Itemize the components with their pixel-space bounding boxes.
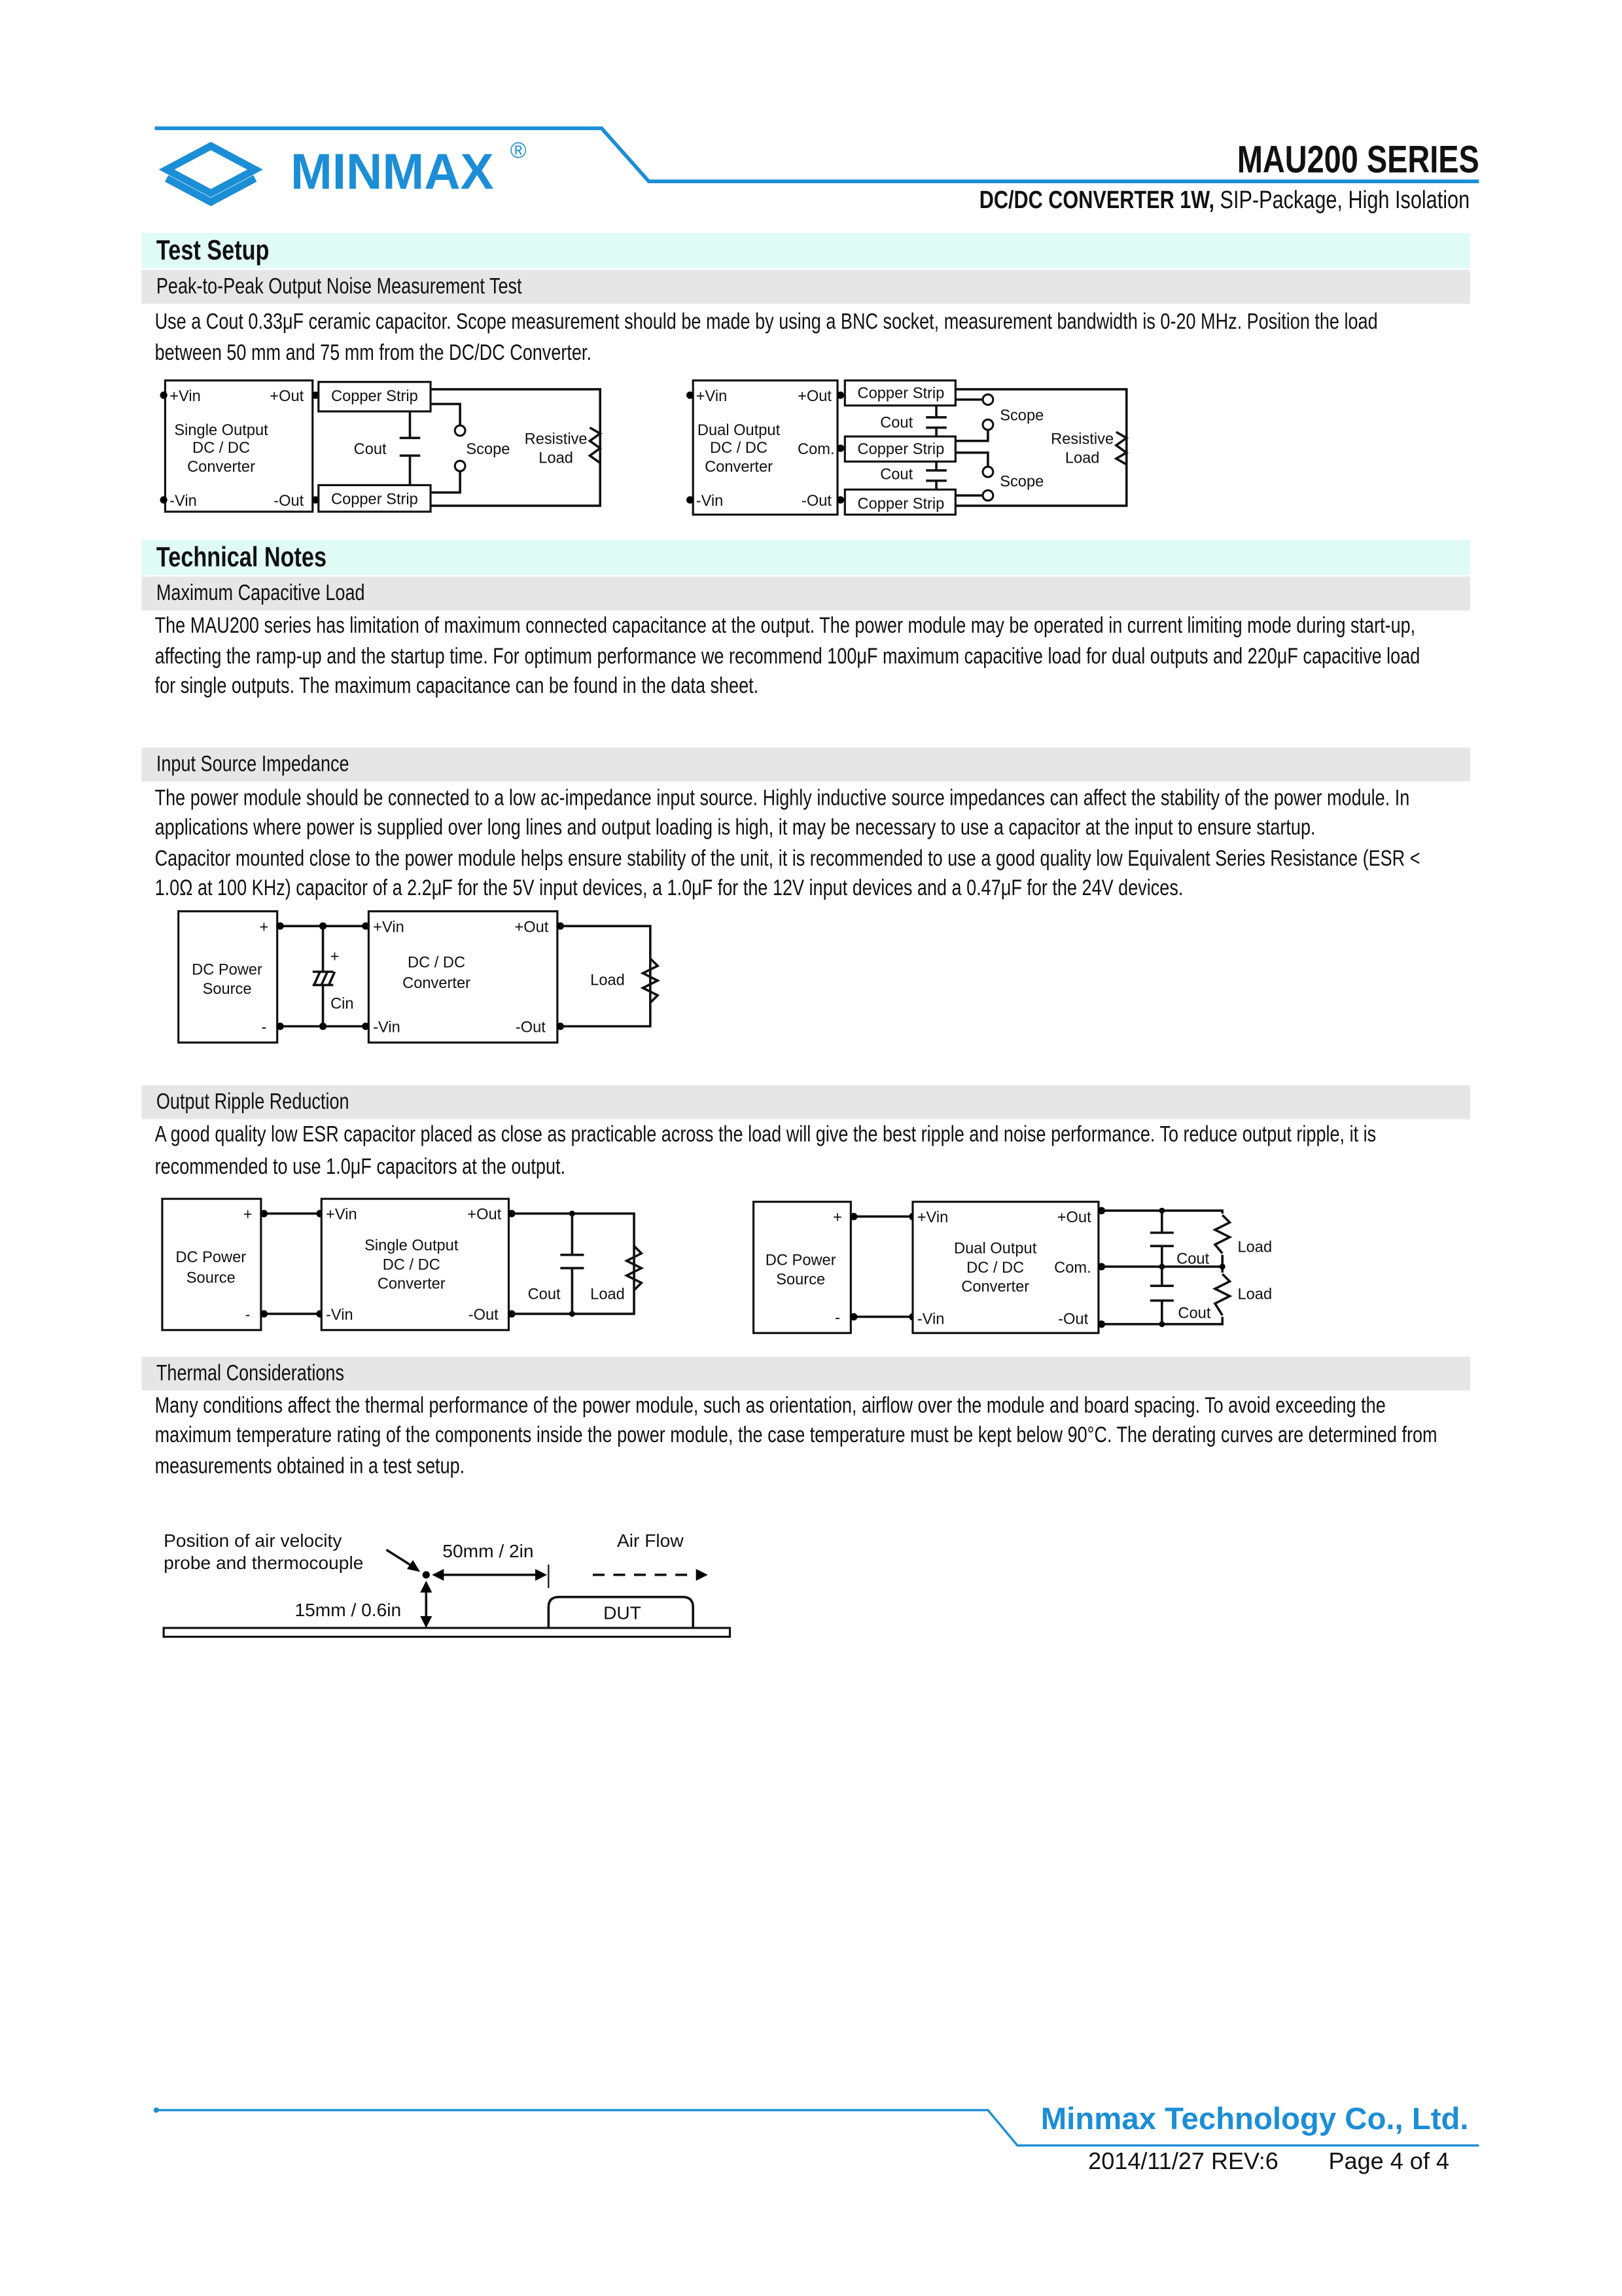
- diagram-label: +Vin: [373, 919, 404, 936]
- subsection-title: Peak-to-Peak Output Noise Measurement Test: [156, 274, 522, 300]
- diagram-label: +: [259, 919, 269, 936]
- diagram-label: probe and thermocouple: [164, 1552, 364, 1573]
- diagram-label: -Vin: [326, 1306, 353, 1324]
- diagram-label: +Out: [514, 919, 549, 936]
- diagram-label: -Out: [273, 492, 304, 510]
- diagram-label: Position of air velocity: [164, 1530, 342, 1551]
- diagram-label: Load: [590, 1286, 625, 1303]
- diagram-label: Cout: [527, 1286, 561, 1303]
- paragraph-line: The MAU200 series has limitation of maximum connected capacitance at the output. The power module may be operated in current limiting mode during start-up,: [154, 613, 1416, 639]
- diagram-label: DC Power: [175, 1249, 247, 1267]
- diagram-label: 15mm / 0.6in: [294, 1599, 402, 1620]
- paragraph-line: Capacitor mounted close to the power module helps ensure stability of the unit, it is recommended to use a good quality low Equivalent Series Resistance (ESR <: [154, 846, 1420, 872]
- section-title: Test Setup: [156, 236, 270, 267]
- diagram-label: Copper Strip: [857, 441, 945, 459]
- paragraph-line: The power module should be connected to a low ac-impedance input source. Highly inductive source impedances can affect the stability of the power module. In: [154, 786, 1410, 811]
- diagram-label: +Out: [270, 387, 304, 405]
- diagram-label: Copper Strip: [331, 491, 418, 508]
- subtitle-bold: DC/DC CONVERTER 1W,: [979, 185, 1215, 214]
- paragraph-line: Use a Cout 0.33μF ceramic capacitor. Scope measurement should be made by using a BNC socket, measurement bandwidth is 0-20 MHz. Position the load: [154, 309, 1378, 335]
- diagram-label: -: [835, 1309, 840, 1327]
- diagram-label: Cout: [1178, 1305, 1211, 1322]
- diagram-label: DC Power: [765, 1252, 836, 1269]
- noise-test-dual-diagram: [686, 380, 1127, 514]
- paragraph-line: Many conditions affect the thermal performance of the power module, such as orientation, airflow over the module and board spacing. To avoid exceeding the: [154, 1393, 1386, 1419]
- subtitle-rest: SIP-Package, High Isolation: [1214, 185, 1470, 214]
- diagram-label: Dual Output: [697, 421, 781, 439]
- footer-page-number: Page 4 of 4: [1328, 2149, 1449, 2176]
- ripple-single-diagram: [162, 1199, 641, 1330]
- diagram-label: +Vin: [696, 387, 728, 405]
- diagram-label: Cout: [880, 466, 913, 484]
- diagram-label: -Out: [1058, 1311, 1089, 1328]
- subsection-title: Maximum Capacitive Load: [156, 580, 365, 607]
- diagram-label: Source: [776, 1271, 826, 1288]
- diagram-label: +: [330, 948, 340, 966]
- diagram-label: -Vin: [373, 1019, 400, 1036]
- diagram-label: Copper Strip: [857, 385, 945, 402]
- paragraph-line: between 50 mm and 75 mm from the DC/DC Converter.: [154, 340, 591, 366]
- subsection-output-ripple-reduction: [141, 1086, 1470, 1120]
- diagram-label: 50mm / 2in: [442, 1540, 534, 1561]
- registered-mark: ®: [510, 138, 527, 164]
- diagram-label: Cout: [353, 441, 387, 459]
- diagram-label: +: [833, 1209, 842, 1227]
- subsection-title: Output Ripple Reduction: [156, 1089, 349, 1115]
- diagram-label: DUT: [603, 1602, 641, 1623]
- noise-test-single-diagram: [160, 380, 601, 512]
- paragraph-line: applications where power is supplied over long lines and output loading is high, it may be necessary to use a capacitor at the input to ensure startup.: [154, 815, 1316, 841]
- diagram-label: Load: [1065, 450, 1100, 467]
- diagram-label: Scope: [466, 441, 510, 459]
- diagram-label: Load: [538, 450, 573, 467]
- ripple-dual-diagram: [754, 1202, 1273, 1333]
- diagram-label: -Out: [515, 1019, 546, 1036]
- diagram-label: -Out: [468, 1306, 499, 1324]
- diagram-label: Converter: [187, 459, 255, 476]
- diagram-label: DC / DC: [408, 954, 466, 972]
- diagram-label: Load: [590, 972, 625, 989]
- paragraph-line: affecting the ramp-up and the startup time. For optimum performance we recommend 100μF maximum capacitive load for dual outputs and 220μF capacitive load: [154, 644, 1420, 670]
- diagram-label: Source: [202, 980, 252, 998]
- diagram-label: +Out: [798, 387, 832, 405]
- subsection-input-source-impedance: [141, 748, 1470, 782]
- input-impedance-diagram: [179, 911, 658, 1043]
- diagram-label: +Out: [467, 1206, 502, 1224]
- paragraph-line: A good quality low ESR capacitor placed as close as practicable across the load will give the best ripple and noise performance. To reduce output ripple, it is: [154, 1122, 1377, 1148]
- diagram-label: DC / DC: [192, 439, 251, 457]
- diagram-label: Converter: [377, 1275, 446, 1293]
- diagram-label: Converter: [705, 459, 773, 476]
- subsection-title: Input Source Impedance: [156, 752, 349, 777]
- diagram-label: Load: [1237, 1286, 1273, 1303]
- diagram-label: DC / DC: [966, 1259, 1025, 1277]
- diagram-label: +: [243, 1206, 253, 1224]
- diagram-label: +Vin: [917, 1209, 949, 1227]
- diagram-label: -Out: [802, 492, 832, 510]
- diagram-label: Copper Strip: [857, 495, 945, 513]
- diagram-label: Source: [186, 1269, 236, 1287]
- diagram-label: +Vin: [326, 1206, 357, 1224]
- diagram-label: +Vin: [169, 387, 201, 405]
- diagram-label: Com.: [798, 441, 835, 459]
- series-title: MAU200 SERIES: [1237, 137, 1479, 182]
- diagram-label: DC / DC: [382, 1256, 440, 1274]
- diagram-label: -Vin: [917, 1311, 945, 1328]
- diagram-label: +Out: [1057, 1209, 1091, 1227]
- diagram-label: Load: [1237, 1239, 1273, 1256]
- subsection-thermal-considerations: [141, 1356, 1470, 1390]
- diagram-label: Air Flow: [616, 1530, 684, 1551]
- diagram-label: Scope: [1000, 473, 1044, 491]
- diagram-label: Resistive: [524, 431, 588, 448]
- diagram-label: DC Power: [192, 961, 262, 979]
- footer-company: Minmax Technology Co., Ltd.: [1040, 2102, 1469, 2137]
- diagram-label: -Vin: [169, 492, 197, 510]
- paragraph-line: maximum temperature rating of the components inside the power module, the case temperature must be kept below 90°C. The derating curves are determined from: [154, 1422, 1437, 1449]
- diagram-label: -: [245, 1306, 251, 1324]
- paragraph-line: for single outputs. The maximum capacitance can be found in the data sheet.: [154, 673, 759, 699]
- diagram-label: -: [261, 1019, 267, 1036]
- diagram-label: Converter: [402, 974, 471, 992]
- diagram-label: DC / DC: [710, 439, 768, 457]
- brand-logo-text: MINMAX: [290, 144, 494, 200]
- airflow-test-diagram: [164, 1530, 730, 1636]
- section-title: Technical Notes: [156, 542, 327, 574]
- diagram-label: -Vin: [696, 492, 724, 510]
- diagram-label: Dual Output: [954, 1240, 1037, 1258]
- diagram-label: Cout: [880, 414, 913, 432]
- section-technical-notes: [141, 540, 1470, 575]
- diagram-label: Single Output: [174, 421, 268, 439]
- diagram-label: Copper Strip: [331, 387, 418, 405]
- diagram-label: Scope: [1000, 407, 1044, 425]
- paragraph-line: recommended to use 1.0μF capacitors at the output.: [154, 1154, 566, 1180]
- diagram-label: Converter: [961, 1279, 1030, 1296]
- subsection-title: Thermal Considerations: [156, 1361, 344, 1386]
- diagram-label: Single Output: [364, 1237, 459, 1255]
- footer-date-rev: 2014/11/27 REV:6: [1088, 2149, 1278, 2176]
- diagram-label: Cin: [330, 995, 354, 1013]
- diagram-label: Com.: [1054, 1259, 1091, 1277]
- paragraph-line: 1.0Ω at 100 KHz) capacitor of a 2.2μF for the 5V input devices, a 1.0μF for the 12V input devices and a 0.47μF for the 24V devices.: [154, 875, 1184, 901]
- paragraph-line: measurements obtained in a test setup.: [154, 1454, 465, 1479]
- subsection-max-capacitive-load: [141, 576, 1470, 610]
- diagram-label: Resistive: [1051, 431, 1114, 448]
- diagram-label: Cout: [1176, 1250, 1210, 1268]
